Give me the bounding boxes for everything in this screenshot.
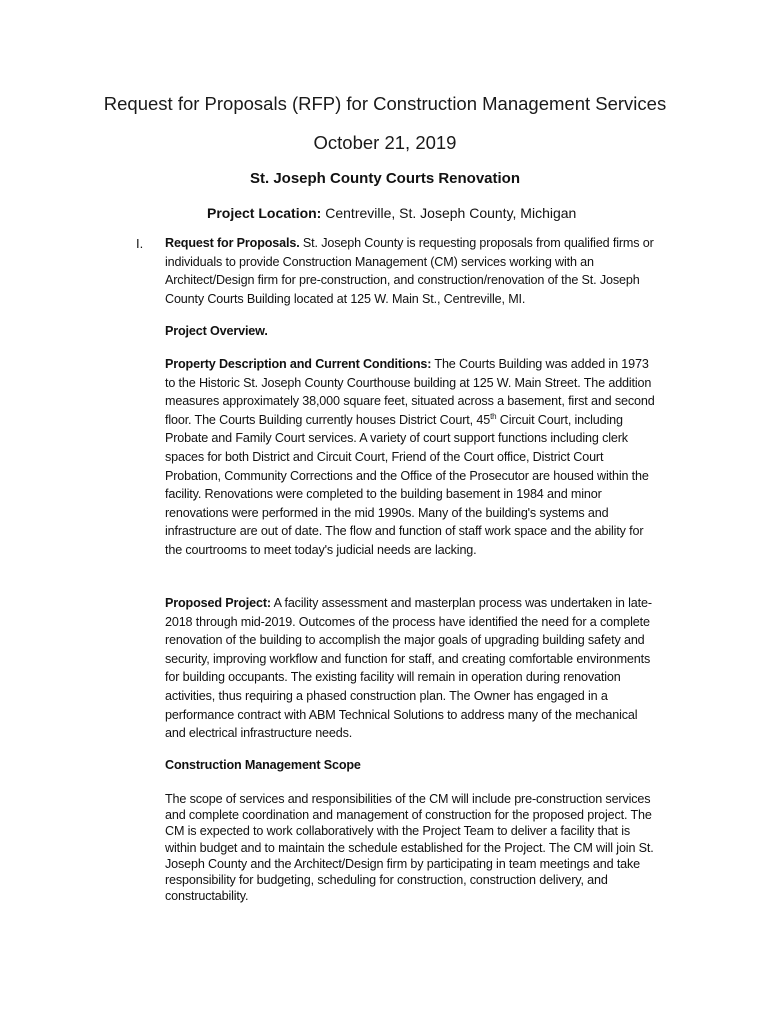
project-location-value: Centreville, St. Joseph County, Michigan <box>325 205 577 221</box>
section-numeral: I. <box>136 236 144 251</box>
cm-heading-block <box>165 756 655 775</box>
property-text-b: Circuit Court, including Probate and Family Court services. A variety of court support functions including clerk spaces for both District and Circuit Court, Friend of the Court office, District Court Probation, Community Corrections and the Office of the Prosecutor are housed within the facility. Renovations were completed to the building basement in 1984 and minor renovations were performed in the mid 1990s. Many of the building's systems and infrastructure are out of date. The flow and function of staff work space and the ability for the courtrooms to meet today's judicial needs are lacking. <box>165 412 649 557</box>
cm-scope-paragraph <box>165 791 655 904</box>
request-paragraph <box>165 234 655 308</box>
project-subtitle: St. Joseph County Courts Renovation <box>249 170 520 187</box>
request-text: St. Joseph County is requesting proposals from qualified firms or individuals to provide Construction Management (CM) services working with an Architect/Design firm for pre-construction, and construction/renovation of the St. Joseph County Courts Building located at 125 W. Main St., Centreville, MI. <box>165 236 654 306</box>
property-text-a: The Courts Building was added in 1973 to the Historic St. Joseph County Courthouse building at 125 W. Main Street. The addition measures approximately 38,000 square feet, situated across a basement, first and second floor. The Courts Building currently houses District Court, 45 <box>165 357 655 427</box>
project-location-label: Project Location: <box>207 205 322 221</box>
overview-heading-block <box>165 322 655 341</box>
proposed-paragraph <box>165 594 655 743</box>
project-location <box>207 202 576 224</box>
cm-scope-text: The scope of services and responsibilities of the CM will include pre-construction services and complete coordination and management of construction for the proposed project. The CM is expected to work collaboratively with the Project Team to deliver a facility that is within budget and to maintain the schedule established for the Project. The CM will join St. Joseph County and the Architect/Design firm by participating in team meetings and take responsibility for budgeting, scheduling for construction, construction delivery, and constructability. <box>165 792 654 904</box>
proposed-heading: Proposed Project: <box>165 596 271 610</box>
overview-heading: Project Overview. <box>165 324 268 338</box>
request-heading: Request for Proposals. <box>165 236 300 250</box>
document-date: October 21, 2019 <box>313 132 457 153</box>
property-superscript: th <box>490 411 497 421</box>
document-title: Request for Proposals (RFP) for Construction Management Services <box>103 93 667 114</box>
proposed-text: A facility assessment and masterplan process was undertaken in late-2018 through mid-2019. Outcomes of the process have identified the need for a complete renovation of the building to accomplish the major goals of upgrading building safety and security, improving workflow and function for staff, and creating comfortable environments for building occupants. The existing facility will remain in operation during renovation activities, thus requiring a phased construction plan. The Owner has engaged in a performance contract with ABM Technical Solutions to address many of the mechanical and electrical infrastructure needs. <box>165 596 652 741</box>
property-heading: Property Description and Current Conditions: <box>165 357 432 371</box>
property-paragraph <box>165 355 655 560</box>
cm-scope-heading: Construction Management Scope <box>165 758 361 772</box>
